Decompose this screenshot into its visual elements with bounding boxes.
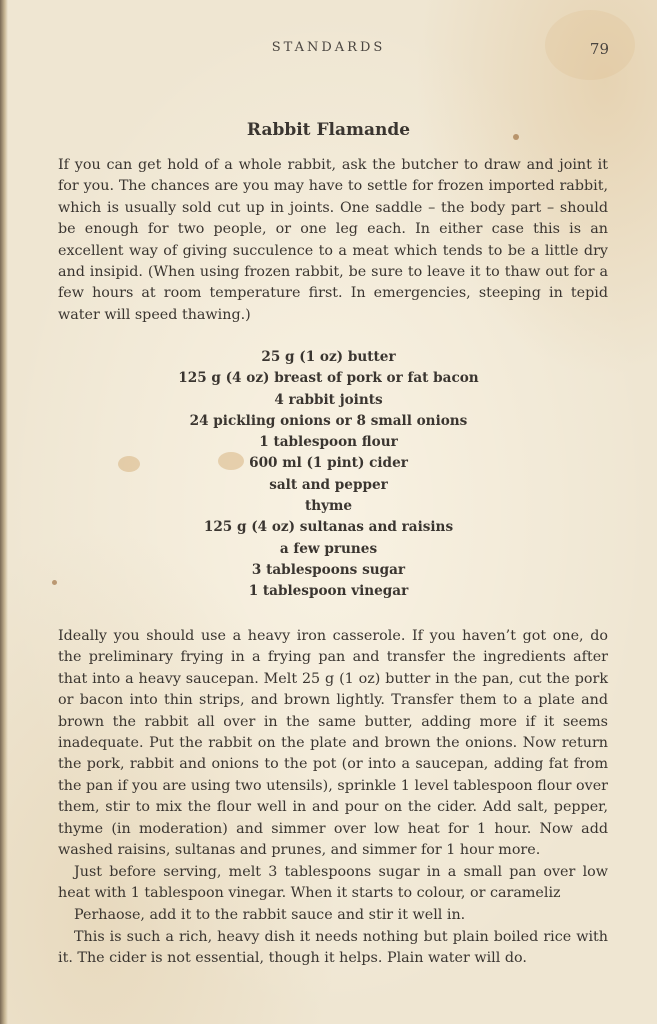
ingredient-item: 1 tablespoon flour (259, 434, 398, 451)
page-header (0, 40, 657, 64)
running-head: STANDARDS (271, 40, 386, 55)
method-paragraph: Ideally you should use a heavy iron casserole. If you haven’t got one, do the preliminary frying in a frying pan and transfer the ingredients after that into a heavy saucepan. Melt 25 g (1 oz) butter in the pan, cut the pork or bacon into thin strips, and brown lightly. Transfer them to a plate and brown the rabbit all over in the same butter, adding more if it seems inadequate. Put the rabbit on the plate and brown the onions. Now return the pork, rabbit and onions to the pot (or into a saucepan, adding fat from the pan if you are using two utensils), sprinkle 1 level tablespoon flour over them, stir to mix the flour well in and pour on the cider. Add salt, pepper, thyme (in moderation) and simmer over low heat for 1 hour. Now add washed raisins, sultanas and prunes, and simmer for 1 hour more. (58, 628, 608, 859)
method-paragraph: Perhaose, add it to the rabbit sauce and stir it well in. (74, 907, 466, 923)
ingredient-item: 600 ml (1 pint) cider (249, 455, 408, 472)
ingredient-item: 3 tablespoons sugar (251, 561, 406, 578)
method-paragraph: This is such a rich, heavy dish it needs nothing but plain boiled rice with it. The cider is not essential, though it helps. Plain water will do. (58, 929, 608, 967)
ingredient-item: a few prunes (279, 540, 378, 557)
ingredient-item: 1 tablespoon vinegar (248, 583, 409, 600)
intro-paragraph: If you can get hold of a whole rabbit, ask the butcher to draw and joint it for you. The chances are you may have to settle for frozen imported rabbit, which is usually sold cut up in joints. One saddle – the body part – should be enough for two people, or one leg each. In either case this is an excellent way of giving succulence to a meat which tends to be a little dry and insipid. (When using frozen rabbit, be sure to leave it to thaw out for a few hours at room temperature first. In emergencies, steeping in tepid water will speed thawing.) (58, 157, 608, 323)
ingredient-item: 125 g (4 oz) sultanas and raisins (203, 519, 454, 536)
ingredient-item: thyme (304, 498, 353, 515)
ingredient-item: 4 rabbit joints (274, 391, 383, 408)
ingredient-list (0, 347, 657, 603)
ingredient-item: salt and pepper (269, 476, 388, 493)
method-paragraph: Just before serving, melt 3 tablespoons sugar in a small pan over low heat with 1 tablespoon vinegar. When it starts to colour, or carameliz (58, 864, 608, 902)
recipe-title: Rabbit Flamande (246, 120, 411, 140)
ingredient-item: 125 g (4 oz) breast of pork or fat bacon (178, 370, 479, 387)
page-number: 79 (589, 40, 609, 58)
ingredient-item: 25 g (1 oz) butter (261, 349, 396, 365)
ingredient-item: 24 pickling onions or 8 small onions (189, 412, 468, 429)
